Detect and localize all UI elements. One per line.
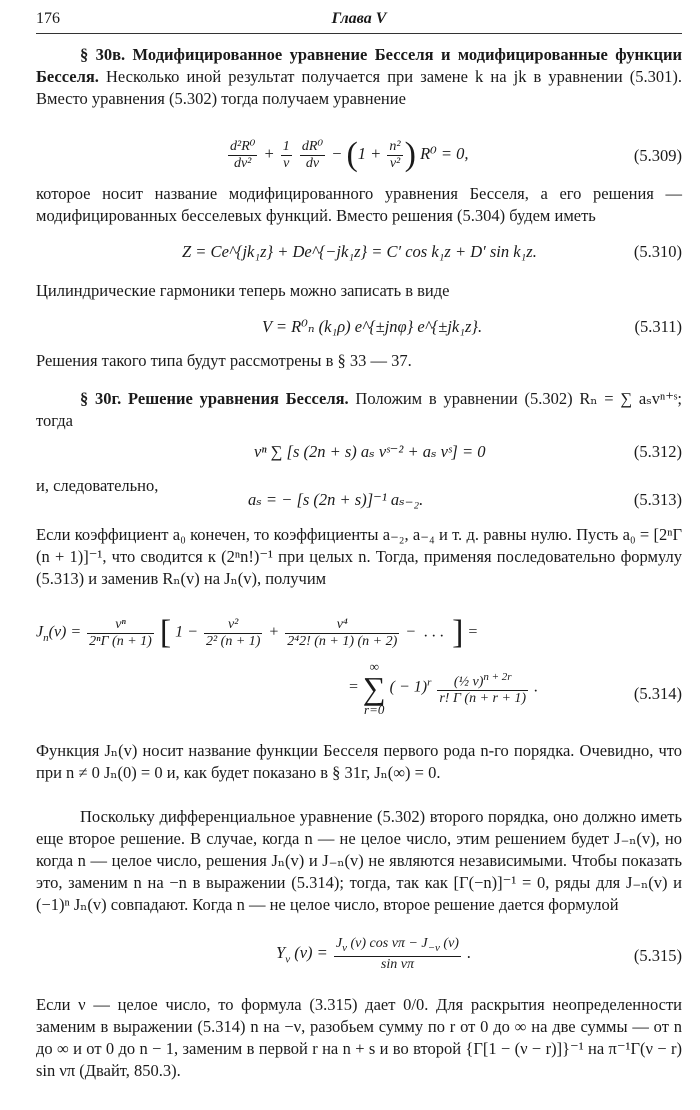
running-header [36, 10, 682, 32]
page-number: 176 [36, 10, 60, 27]
section-30g [36, 388, 682, 432]
equation-5-315-number: (5.315) [633, 946, 682, 965]
equation-5-312-formula: vⁿ ∑ [s (2n + s) aₛ vˢ⁻² + aₛ vˢ] = 0 [254, 442, 486, 461]
equation-5-312 [36, 442, 682, 466]
section-30v-text: Несколько иной результат получается при замене k на jk в уравнении (5.301). Вместо уравнения (5.302) тогда получаем уравнение [36, 67, 683, 108]
equation-5-314-line2: = ∞ ∑ r=0 ( − 1)$^r$ $\frac{(\frac{1}{2} v)^{n + 2r}}{r! \Gamma (n + r + 1)}$ . [348, 659, 539, 717]
paragraph-integer-nu: Если ν — целое число, то формула (3.315) дает 0/0. Для раскрытия неопределенности заменим в выражении (5.314) n на −ν, разобьем сумму по r от 0 до ∞ на две суммы — от n до ∞ и от 0 до n − 1, заменим в первой r на n + s и во второй {Γ[1 − (ν − r)]}⁻¹ на π⁻¹Γ(ν − r) sin νπ (Двайт, 850.3). [36, 995, 682, 1080]
section-30v [36, 44, 682, 110]
equation-5-310-number: (5.310) [633, 242, 682, 261]
section-30g-title: § 30г. Решение уравнения Бесселя. [80, 389, 349, 408]
paragraph-solutions-ref: Решения такого типа будут рассмотрены в § 33 — 37. [36, 351, 412, 370]
paragraph-cylindrical-harmonics: Цилиндрические гармоники теперь можно записать в виде [36, 281, 450, 300]
chapter-title: Глава V [331, 10, 387, 27]
equation-5-314-number: (5.314) [633, 684, 682, 703]
paragraph-consequently: и, следовательно, [36, 476, 159, 495]
equation-5-314 [36, 614, 682, 724]
header-rule [36, 33, 682, 34]
paragraph-coefficients: Если коэффициент a₀ конечен, то коэффициенты a₋₂, a₋₄ и т. д. равны нулю. Пусть a₀ = [2ⁿΓ (n + 1)]⁻¹, что сводится к (2ⁿn!)⁻¹ при целых n. Тогда, применяя последовательно формулу (5.313) и заменив Rₙ(v) на Jₙ(v), получим [36, 525, 682, 588]
equation-5-315 [36, 936, 682, 976]
equation-5-311-formula: V = R⁰ₙ (k₁ρ) e^{±jnφ} e^{±jk₁z}. [262, 317, 483, 336]
equation-5-315-formula: $Y_\nu$ (v) = $\frac{J_\nu (v) \cos \nu\pi - J_{-\nu} (v)}{\text{sin νπ}}$ . [276, 936, 472, 972]
equation-5-313-formula: aₛ = − [s (2n + s)]⁻¹ aₛ₋₂. [248, 490, 424, 509]
equation-5-311 [36, 317, 682, 341]
equation-5-313-number: (5.313) [633, 490, 682, 509]
section-30v-title: § 30в. Модифицированное уравнение Бесселя и модифицированные функции Бесселя. [36, 45, 682, 86]
equation-5-309 [36, 136, 682, 176]
equation-5-313 [36, 490, 682, 514]
equation-5-311-number: (5.311) [634, 317, 682, 336]
paragraph-second-solution: Поскольку дифференциальное уравнение (5.302) второго порядка, оно должно иметь еще второе решение. В случае, когда n — не целое число, этим решением будет J₋ₙ(v), но когда n — целое число, решения Jₙ(v) и J₋ₙ(v) не являются независимыми. Чтобы показать это, заменим n на −n в выражении (5.314); тогда, так как [Γ(−n)]⁻¹ = 0, ряды для J₋ₙ(v) и (−1)ⁿ Jₙ(v) совпадают. Когда n — не целое число, второе решение дается формулой [36, 807, 682, 914]
paragraph-bessel-function: Функция Jₙ(v) носит название функции Бесселя первого рода n-го порядка. Очевидно, что при n ≠ 0 Jₙ(0) = 0 и, как будет показано в § 31г, Jₙ(∞) = 0. [36, 741, 682, 782]
equation-5-309-formula: $\frac{\text{d²R⁰}}{\text{dv²}}$ + $\frac{1}{v}$ $\frac{\text{dR⁰}}{dv}$ − (1 + $\frac{\text{n²}}{\text{v²}}$ ) R⁰ = 0, [230, 136, 469, 173]
equation-5-310-formula: Z = Ce^{jk₁z} + De^{−jk₁z} = C′ cos k₁z + D′ sin k₁z. [182, 242, 537, 261]
section-30g-text: Положим в уравнении (5.302) Rₙ = ∑ aₛvⁿ⁺ˢ; тогда [36, 389, 683, 430]
paragraph-modified-bessel: которое носит название модифицированного уравнения Бесселя, а его решения — модифицированных бесселевых функций. Вместо решения (5.304) будем иметь [36, 184, 682, 225]
equation-5-312-number: (5.312) [633, 442, 682, 461]
equation-5-309-number: (5.309) [633, 146, 682, 165]
equation-5-314-line1: $J_n(v)$ = $\frac{\text{vⁿ}}{\text{2ⁿΓ (n + 1)}}$ [ 1 − $\frac{\text{v²}}{\text{2² (n + 1)}}$ + $\frac{\text{v⁴}}{\text{2⁴2! (n + 1) (n + 2)}}$ − . . . ] = [36, 614, 479, 651]
equation-5-310 [36, 242, 682, 266]
